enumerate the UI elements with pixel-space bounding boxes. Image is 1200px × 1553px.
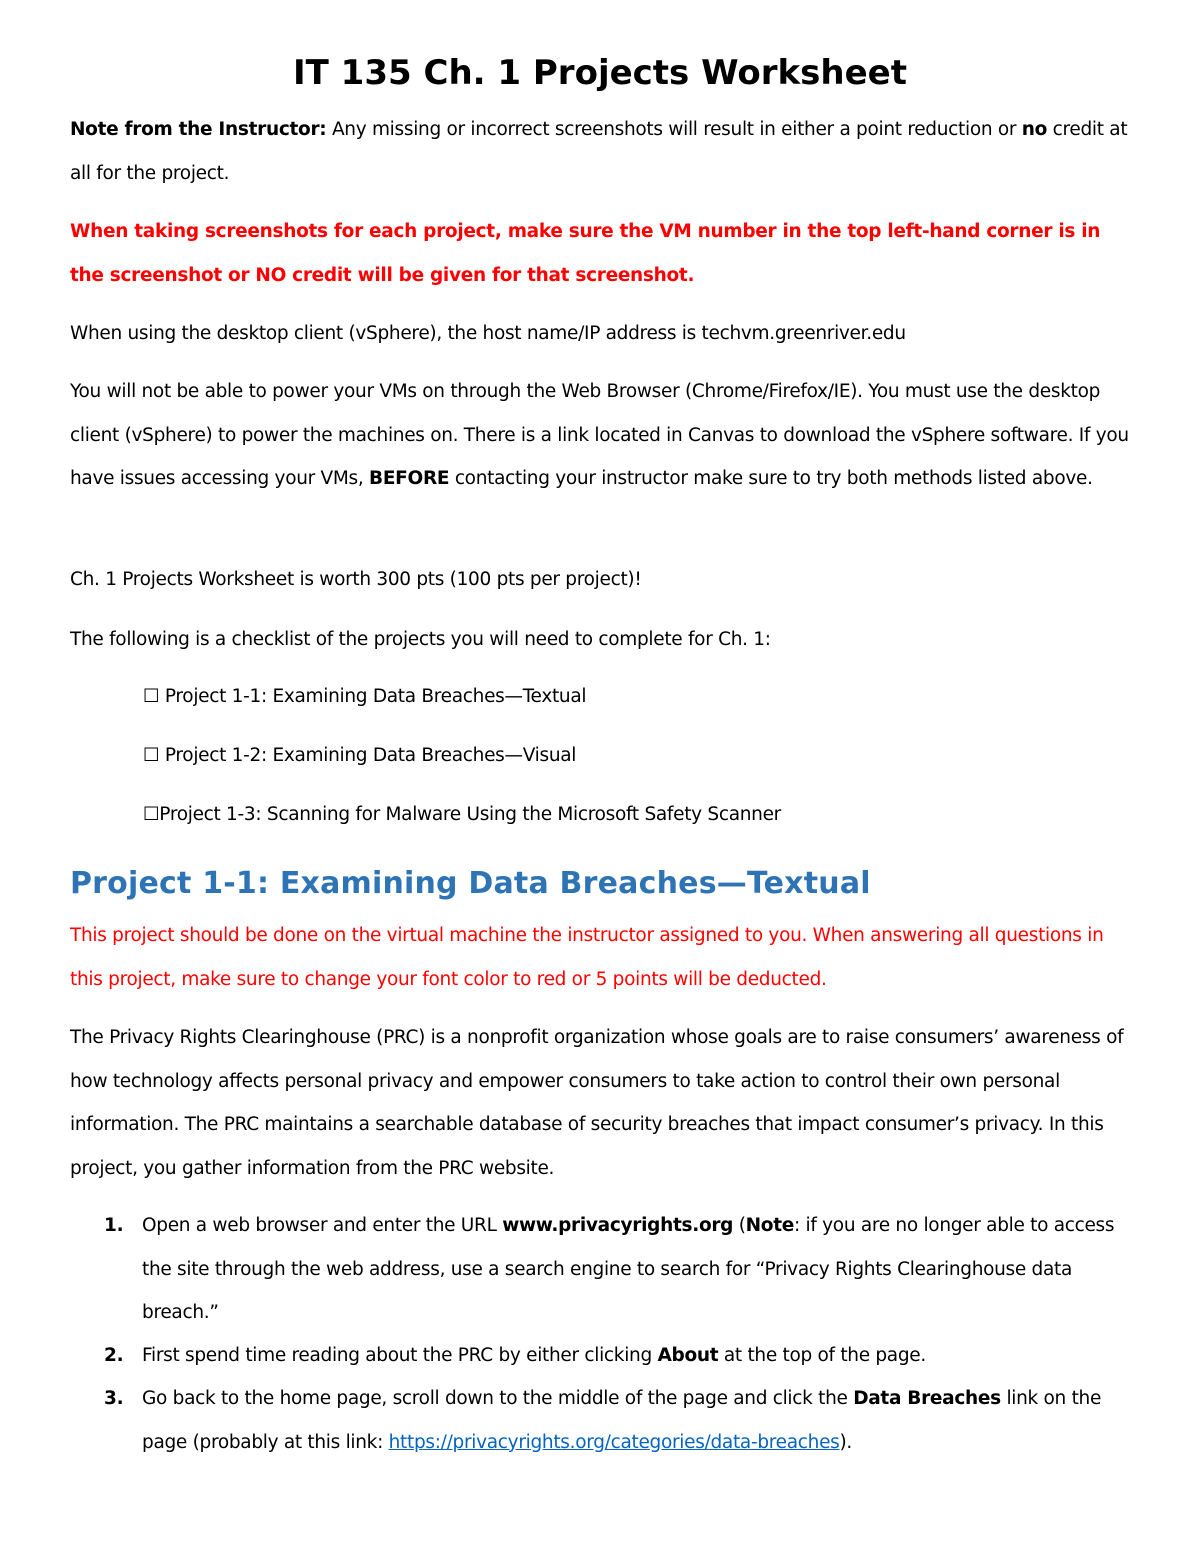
power-text: You will not be able to power your VMs on through the Web Browser (Chrome/Firefox/IE). You must use the desktop client (vSphere) to power the machines on. There is a link located in Canvas to download the vSphere software. If you have issues accessing your VMs, (70, 381, 1129, 489)
section-red-text: This project should be done on the virtual machine the instructor assigned to you. When answering all questions in this project, make sure to change your font color to red or 5 points will be deducted. (70, 925, 1104, 990)
desktop-client-note: When using the desktop client (vSphere), the host name/IP address is techvm.greenriver.edu (70, 323, 906, 344)
step-text-part: Open a web browser and enter the URL (142, 1215, 503, 1236)
step-text-part: at the top of the page. (718, 1345, 926, 1366)
power-before: BEFORE (369, 468, 450, 489)
step-text-part: : if you are no longer able to access the site through the web address, use a search engine to search for “Privacy Rights Clearinghouse data breach.” (142, 1215, 1115, 1323)
step-text (142, 1204, 1142, 1335)
checklist-item[interactable]: ☐ Project 1-2: Examining Data Breaches—Visual (143, 745, 577, 766)
step-number: 3. (104, 1388, 124, 1409)
step-data-breaches: Data Breaches (853, 1388, 1001, 1409)
page-title: IT 135 Ch. 1 Projects Worksheet (293, 53, 907, 93)
step-text-part: ( (733, 1215, 746, 1236)
step-number: 2. (104, 1345, 124, 1366)
list-item (70, 1334, 1135, 1378)
list-item (70, 1204, 1135, 1334)
step-text-part: link on the page (probably at this link: (142, 1388, 1102, 1453)
note-label: Note from the Instructor: (70, 119, 327, 140)
step-text (142, 1377, 1142, 1464)
checklist-item[interactable]: ☐ Project 1-1: Examining Data Breaches—Textual (143, 686, 587, 707)
instructor-note (70, 108, 1135, 195)
checklist-intro: The following is a checklist of the projects you will need to complete for Ch. 1: (70, 629, 771, 650)
worth-note: Ch. 1 Projects Worksheet is worth 300 pts (100 pts per project)! (70, 569, 642, 590)
prc-intro: The Privacy Rights Clearinghouse (PRC) is a nonprofit organization whose goals are to raise consumers’ awareness of how technology affects personal privacy and empower consumers to take action to control their own personal information. The PRC maintains a searchable database of security breaches that impact consumer’s privacy. In this project, you gather information from the PRC website. (70, 1027, 1124, 1179)
step-text-part: Go back to the home page, scroll down to the middle of the page and click the (142, 1388, 854, 1409)
section-heading: Project 1-1: Examining Data Breaches—Textual (70, 866, 871, 901)
step-number: 1. (104, 1215, 124, 1236)
screenshot-warning: When taking screenshots for each project, make sure the VM number in the top left-hand corner is in the screenshot or NO credit will be given for that screenshot. (70, 221, 1101, 286)
step-text (142, 1334, 1142, 1378)
note-text-end: credit at all for the project. (70, 119, 1128, 184)
power-note (70, 370, 1135, 501)
step-text-part: ). (839, 1431, 853, 1453)
list-item (70, 1377, 1135, 1465)
data-breaches-link[interactable]: https://privacyrights.org/categories/data-breaches (388, 1431, 840, 1453)
power-text-end: contacting your instructor make sure to try both methods listed above. (449, 468, 1093, 489)
step-about: About (657, 1345, 719, 1366)
checklist-item[interactable]: ☐Project 1-3: Scanning for Malware Using the Microsoft Safety Scanner (143, 804, 781, 825)
note-no: no (1021, 119, 1048, 140)
note-text: Any missing or incorrect screenshots will result in either a point reduction or (326, 119, 1022, 140)
step-url: www.privacyrights.org (502, 1215, 734, 1236)
step-text-part: First spend time reading about the PRC by either clicking (142, 1345, 658, 1366)
step-note-label: Note (745, 1215, 795, 1236)
section-red-note (70, 914, 1135, 1001)
